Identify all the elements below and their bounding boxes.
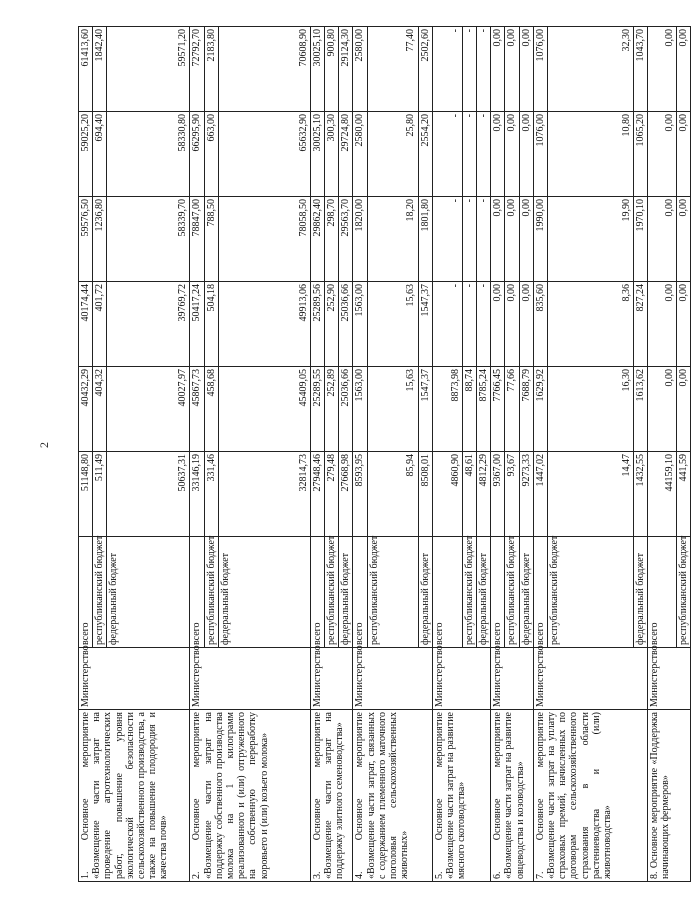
amount-cell: 29124,30 [339,27,353,112]
amount-cell: 0,00 [505,112,519,197]
amount-cell: 827,24 [634,282,648,367]
amount-cell: 458,68 [204,367,218,452]
amount-cell: 0,00 [491,197,505,282]
amount-cell: 0,00 [505,282,519,367]
amount-cell: 835,60 [533,282,547,367]
amount-cell: 65632,90 [218,112,310,197]
amount-cell: 2580,00 [353,27,367,112]
amount-cell: - [462,27,476,112]
funding-source-cell: республиканский бюджет [367,537,418,648]
table-row [648,27,677,882]
table-row [533,27,547,882]
measure-name-cell: 4. Основное мероприятие «Возмещение части затрат, связанных с содержанием племенного маточного поголовья сельскохозяйственных животных» [353,710,432,882]
amount-cell: 0,00 [519,197,533,282]
amount-cell: 511,49 [93,452,107,537]
amount-cell: 0,00 [648,197,677,282]
amount-cell: 1065,20 [634,112,648,197]
amount-cell: 663,00 [204,112,218,197]
funding-source-cell: федеральный бюджет [634,537,648,648]
amount-cell: 25289,56 [310,282,324,367]
amount-cell: 16,30 [548,367,634,452]
funding-source-cell: республиканский бюджет [325,537,339,648]
funding-source-cell: федеральный бюджет [418,537,432,648]
amount-cell: 45867,73 [190,367,204,452]
amount-cell: 61413,60 [79,27,93,112]
table-row [353,27,367,882]
amount-cell: - [477,197,491,282]
amount-cell: 58330,80 [107,112,190,197]
amount-cell: - [477,27,491,112]
amount-cell: 29724,80 [339,112,353,197]
amount-cell: 788,50 [204,197,218,282]
funding-source-cell: федеральный бюджет [477,537,491,648]
executor-cell: Министерство [432,648,490,710]
table-row [190,27,204,882]
amount-cell: - [432,197,462,282]
amount-cell: 8593,95 [353,452,367,537]
amount-cell: 0,00 [519,27,533,112]
amount-cell: 27668,98 [339,452,353,537]
amount-cell: 0,00 [519,282,533,367]
funding-source-cell: республиканский бюджет [505,537,519,648]
amount-cell: 32814,73 [218,452,310,537]
table-row [310,27,324,882]
amount-cell: 1842,40 [93,27,107,112]
amount-cell: - [432,112,462,197]
amount-cell: 0,00 [648,282,677,367]
funding-source-cell: республиканский бюджет [204,537,218,648]
amount-cell: 40027,97 [107,367,190,452]
table-body [79,27,691,882]
funding-source-cell: федеральный бюджет [519,537,533,648]
amount-cell: 1613,62 [634,367,648,452]
amount-cell: 25,80 [367,112,418,197]
amount-cell: 18,20 [367,197,418,282]
amount-cell: 78058,50 [218,197,310,282]
amount-cell: 2554,20 [418,112,432,197]
amount-cell: - [477,112,491,197]
budget-table [78,26,691,882]
amount-cell: 441,59 [677,452,691,537]
executor-cell: Министерство [648,648,691,710]
rotated-table-sheet [78,27,690,882]
funding-source-cell: республиканский бюджет [462,537,476,648]
amount-cell: - [462,282,476,367]
amount-cell: 8785,24 [477,367,491,452]
amount-cell: 0,00 [677,367,691,452]
amount-cell: 19,90 [548,197,634,282]
measure-name-cell: 6. Основное мероприятие «Возмещение части затрат на развитие овцеводства и козоводства» [491,710,534,882]
funding-source-cell: всего [310,537,324,648]
amount-cell: 8873,98 [432,367,462,452]
amount-cell: 30025,10 [310,27,324,112]
amount-cell: 0,00 [677,112,691,197]
amount-cell: 50417,24 [190,282,204,367]
amount-cell: 279,48 [325,452,339,537]
amount-cell: 45409,05 [218,367,310,452]
measure-name-cell: 3. Основное мероприятие «Возмещение части затрат на поддержку элитного семеноводства» [310,710,353,882]
measure-name-cell: 5. Основное мероприятие «Возмещение части затрат на развитие мясного скотоводства» [432,710,490,882]
funding-source-cell: всего [79,537,93,648]
amount-cell: 40174,44 [79,282,93,367]
measure-name-cell: 2. Основное мероприятие «Возмещение части затрат на поддержку собственного производства молока на 1 килограмм реализованного и (или) отгруженного на собственную переработку коровьего и (или) козьего молока» [190,710,310,882]
amount-cell: 49913,06 [218,282,310,367]
amount-cell: 331,46 [204,452,218,537]
amount-cell: 48,61 [462,452,476,537]
amount-cell: 900,80 [325,27,339,112]
amount-cell: 59576,50 [79,197,93,282]
amount-cell: - [432,27,462,112]
amount-cell: - [432,282,462,367]
amount-cell: - [462,112,476,197]
amount-cell: 88,74 [462,367,476,452]
amount-cell: 1432,55 [634,452,648,537]
amount-cell: 85,94 [367,452,418,537]
amount-cell: - [477,282,491,367]
amount-cell: 44159,10 [648,452,677,537]
executor-cell: Министерство [79,648,190,710]
amount-cell: - [462,197,476,282]
amount-cell: 59025,20 [79,112,93,197]
amount-cell: 0,00 [519,112,533,197]
amount-cell: 77,66 [505,367,519,452]
amount-cell: 8508,01 [418,452,432,537]
amount-cell: 1547,37 [418,282,432,367]
amount-cell: 25036,66 [339,282,353,367]
amount-cell: 504,18 [204,282,218,367]
amount-cell: 77,40 [367,27,418,112]
amount-cell: 401,72 [93,282,107,367]
amount-cell: 29563,70 [339,197,353,282]
amount-cell: 404,32 [93,367,107,452]
amount-cell: 51148,80 [79,452,93,537]
amount-cell: 0,00 [677,197,691,282]
amount-cell: 8,36 [548,282,634,367]
amount-cell: 0,00 [491,27,505,112]
executor-cell: Министерство [491,648,534,710]
amount-cell: 0,00 [505,197,519,282]
amount-cell: 1820,00 [353,197,367,282]
amount-cell: 1236,80 [93,197,107,282]
amount-cell: 59571,20 [107,27,190,112]
amount-cell: 4812,29 [477,452,491,537]
amount-cell: 0,00 [677,282,691,367]
amount-cell: 1563,00 [353,282,367,367]
page-number: 2 [37,442,51,448]
amount-cell: 32,30 [548,27,634,112]
amount-cell: 0,00 [505,27,519,112]
funding-source-cell: всего [353,537,367,648]
funding-source-cell: республиканский бюджет [93,537,107,648]
amount-cell: 0,00 [491,112,505,197]
amount-cell: 1043,70 [634,27,648,112]
amount-cell: 0,00 [648,27,677,112]
amount-cell: 10,80 [548,112,634,197]
amount-cell: 2502,60 [418,27,432,112]
amount-cell: 9273,33 [519,452,533,537]
amount-cell: 1990,00 [533,197,547,282]
amount-cell: 72792,70 [190,27,204,112]
executor-cell: Министерство [190,648,310,710]
amount-cell: 15,63 [367,367,418,452]
amount-cell: 66295,90 [190,112,204,197]
amount-cell: 252,89 [325,367,339,452]
amount-cell: 1076,00 [533,112,547,197]
amount-cell: 30025,10 [310,112,324,197]
amount-cell: 33146,19 [190,452,204,537]
amount-cell: 0,00 [677,27,691,112]
funding-source-cell: республиканский бюджет [677,537,691,648]
amount-cell: 50637,31 [107,452,190,537]
table-row [79,27,93,882]
amount-cell: 58339,70 [107,197,190,282]
table-row [491,27,505,882]
executor-cell: Министерство [310,648,353,710]
amount-cell: 1563,00 [353,367,367,452]
funding-source-cell: федеральный бюджет [339,537,353,648]
amount-cell: 39769,72 [107,282,190,367]
amount-cell: 1629,92 [533,367,547,452]
funding-source-cell: всего [190,537,204,648]
amount-cell: 15,63 [367,282,418,367]
amount-cell: 694,40 [93,112,107,197]
funding-source-cell: всего [648,537,677,648]
amount-cell: 25289,55 [310,367,324,452]
funding-source-cell: республиканский бюджет [548,537,634,648]
amount-cell: 93,67 [505,452,519,537]
executor-cell: Министерство [533,648,647,710]
funding-source-cell: всего [432,537,462,648]
funding-source-cell: всего [533,537,547,648]
amount-cell: 29862,40 [310,197,324,282]
amount-cell: 25036,66 [339,367,353,452]
amount-cell: 14,47 [548,452,634,537]
amount-cell: 0,00 [648,367,677,452]
amount-cell: 1801,80 [418,197,432,282]
amount-cell: 40432,29 [79,367,93,452]
amount-cell: 298,70 [325,197,339,282]
amount-cell: 0,00 [648,112,677,197]
executor-cell: Министерство [353,648,432,710]
amount-cell: 2580,00 [353,112,367,197]
amount-cell: 0,00 [491,282,505,367]
table-row [432,27,462,882]
amount-cell: 7766,45 [491,367,505,452]
amount-cell: 1076,00 [533,27,547,112]
amount-cell: 1447,02 [533,452,547,537]
measure-name-cell: 8. Основное мероприятие «Поддержка начинающих фермеров» [648,710,691,882]
amount-cell: 27948,46 [310,452,324,537]
amount-cell: 300,30 [325,112,339,197]
amount-cell: 78847,00 [190,197,204,282]
funding-source-cell: всего [491,537,505,648]
amount-cell: 9367,00 [491,452,505,537]
amount-cell: 252,90 [325,282,339,367]
amount-cell: 2183,80 [204,27,218,112]
amount-cell: 7688,79 [519,367,533,452]
amount-cell: 4860,90 [432,452,462,537]
funding-source-cell: федеральный бюджет [107,537,190,648]
amount-cell: 1547,37 [418,367,432,452]
amount-cell: 1970,10 [634,197,648,282]
measure-name-cell: 1. Основное мероприятие «Возмещение части затрат на проведение агротехнологических работ, повышение уровня экологической безопасности сельскохозяйственного производства, а также на повышение плодородия и качества почв» [79,710,190,882]
funding-source-cell: федеральный бюджет [218,537,310,648]
measure-name-cell: 7. Основное мероприятие «Возмещение части затрат на уплату страховых премий, начисленных по договорам сельскохозяйственного страхования в области растениеводства и (или) животноводства» [533,710,647,882]
amount-cell: 70608,90 [218,27,310,112]
